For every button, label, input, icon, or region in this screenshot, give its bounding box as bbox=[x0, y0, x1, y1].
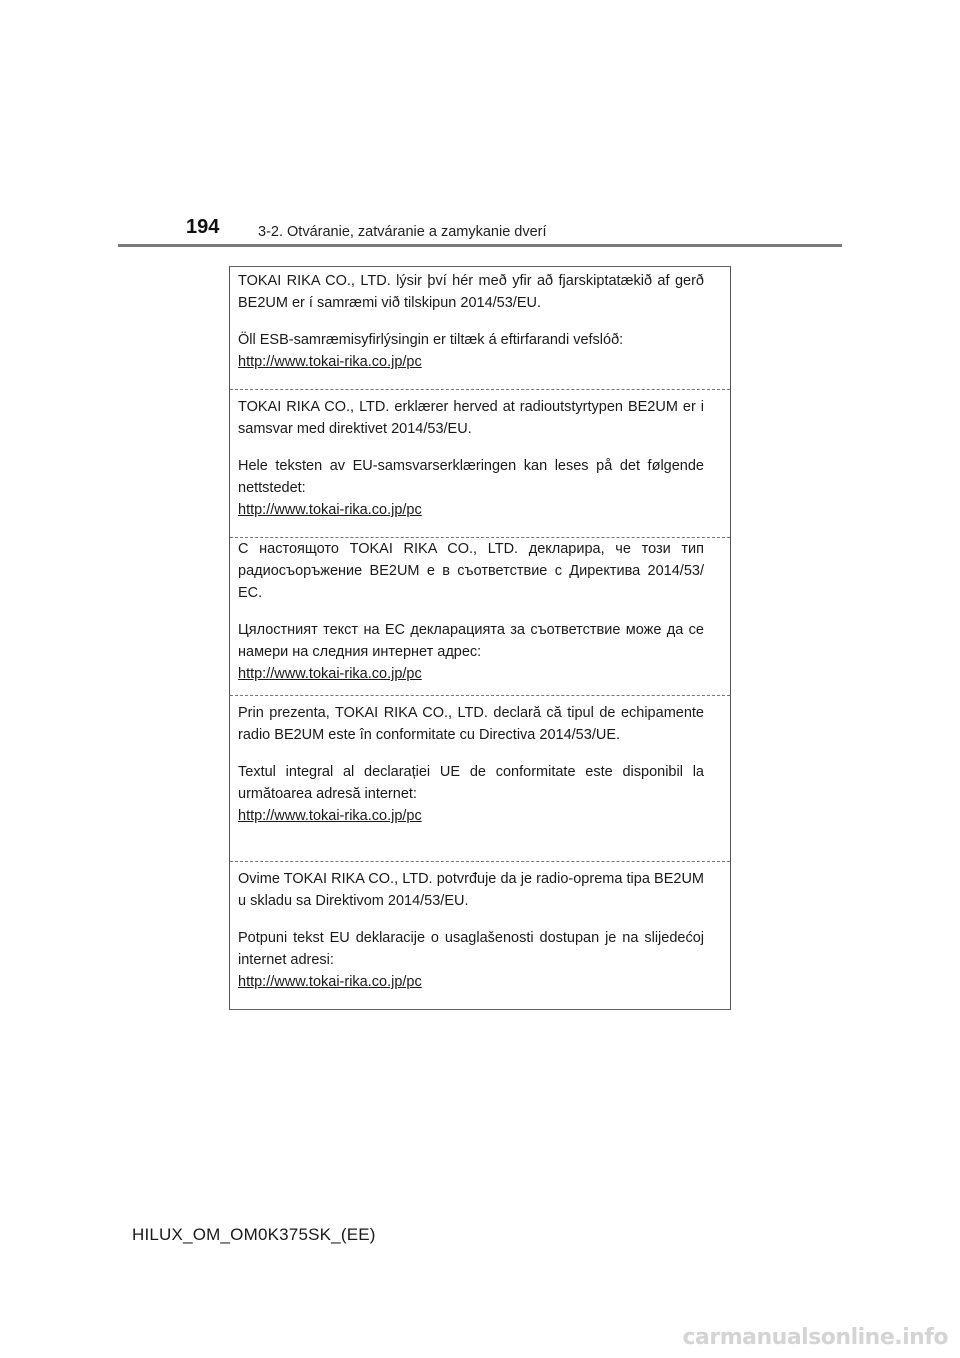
declaration-availability: Цялостният текст на ЕС декларацията за съответствие може да се намери на следния интернет адрес: bbox=[238, 622, 704, 660]
declaration-availability: Textul integral al declarației UE de conformitate este disponibil la următoarea adresă internet: bbox=[238, 764, 704, 802]
declaration-availability: Öll ESB-samræmisyfirlýsingin er tiltæk á eftirfarandi vefslóð: bbox=[238, 332, 624, 348]
declaration-statement: TOKAI RIKA CO., LTD. erklærer herved at radioutstyrtypen BE2UM er i samsvar med direktivet 2014/53/EU. bbox=[238, 399, 704, 437]
page-number: 194 bbox=[186, 216, 220, 238]
declaration-link[interactable]: http://www.tokai-rika.co.jp/pc bbox=[238, 666, 422, 682]
declaration-statement: Ovime TOKAI RIKA CO., LTD. potvrđuje da je radio-oprema tipa BE2UM u skladu sa Direktivom 2014/53/EU. bbox=[238, 871, 704, 909]
declaration-link[interactable]: http://www.tokai-rika.co.jp/pc bbox=[238, 354, 422, 370]
declaration-croatian bbox=[230, 868, 730, 1008]
declaration-icelandic bbox=[230, 270, 730, 390]
declaration-link[interactable]: http://www.tokai-rika.co.jp/pc bbox=[238, 974, 422, 990]
declaration-availability: Potpuni tekst EU deklaracije o usaglašenosti dostupan je na slijedećoj internet adresi: bbox=[238, 930, 704, 968]
declaration-statement: Prin prezenta, TOKAI RIKA CO., LTD. declară că tipul de echipamente radio BE2UM este în conformitate cu Directiva 2014/53/UE. bbox=[238, 705, 704, 743]
header-divider bbox=[118, 244, 842, 247]
document-id: HILUX_OM_OM0K375SK_(EE) bbox=[132, 1225, 376, 1244]
declaration-link[interactable]: http://www.tokai-rika.co.jp/pc bbox=[238, 808, 422, 824]
declaration-statement: TOKAI RIKA CO., LTD. lýsir því hér með yfir að fjarskiptatækið af gerð BE2UM er í samræmi við tilskipun 2014/53/EU. bbox=[238, 273, 704, 311]
declaration-norwegian bbox=[230, 396, 730, 538]
section-title: 3-2. Otváranie, zatváranie a zamykanie dverí bbox=[258, 224, 547, 240]
declaration-link[interactable]: http://www.tokai-rika.co.jp/pc bbox=[238, 502, 422, 518]
page-header bbox=[0, 0, 960, 250]
declaration-statement: С настоящото TOKAI RIKA CO., LTD. декларира, че този тип радиосъоръжение BE2UM е в съответствие с Директива 2014/53/ЕС. bbox=[238, 541, 704, 601]
declaration-bulgarian bbox=[230, 538, 730, 696]
declaration-availability: Hele teksten av EU-samsvarserklæringen kan leses på det følgende nettstedet: bbox=[238, 458, 704, 496]
declaration-box bbox=[229, 266, 731, 1010]
declaration-romanian bbox=[230, 702, 730, 862]
watermark: carmanualsonline.info bbox=[682, 1325, 948, 1350]
